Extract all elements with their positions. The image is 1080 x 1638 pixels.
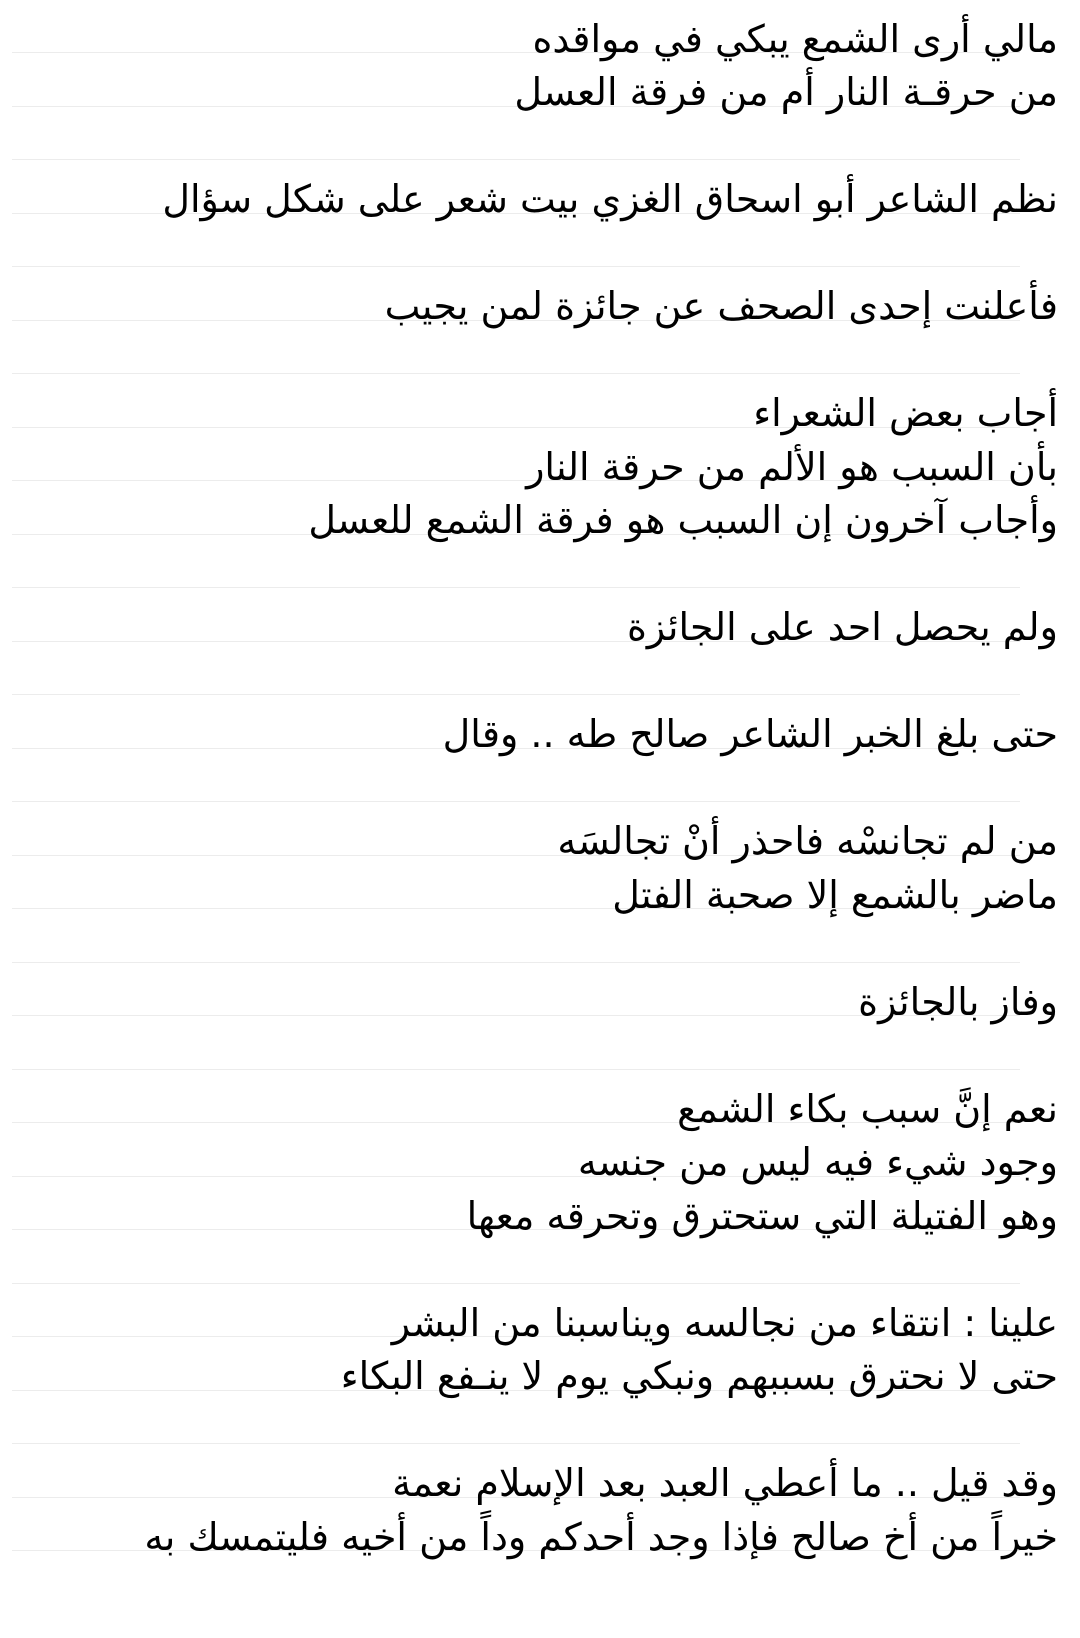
- text-line: ولم يحصل احد على الجائزة: [627, 605, 1058, 649]
- text-line: أجاب بعض الشعراء: [753, 391, 1058, 435]
- text-line: [12, 333, 1058, 387]
- text-line: وجود شيء فيه ليس من جنسه: [577, 1140, 1058, 1184]
- text-line: علينا : انتقاء من نجالسه ويناسبنا من البشر: [391, 1301, 1058, 1345]
- text-line: نعم إنَّ سبب بكاء الشمع: [677, 1087, 1058, 1131]
- text-line: نظم الشاعر أبو اسحاق الغزي بيت شعر على شكل سؤال: [162, 177, 1058, 221]
- text-line: فأعلنت إحدى الصحف عن جائزة لمن يجيب: [384, 284, 1058, 328]
- text-line: وهو الفتيلة التي ستحترق وتحرقه معها: [466, 1194, 1058, 1238]
- text-line: [12, 119, 1058, 173]
- text-line: [12, 1028, 1058, 1082]
- text-line: [12, 761, 1058, 815]
- text-line: بأن السبب هو الألم من حرقة النار: [526, 445, 1058, 489]
- text-line: حتى بلغ الخبر الشاعر صالح طه .. وقال: [442, 712, 1058, 756]
- text-line: [12, 654, 1058, 708]
- text-line: مالي أرى الشمع يبكي في مواقده: [532, 17, 1058, 61]
- text-line: خيراً من أخ صالح فإذا وجد أحدكم وداً من أخيه فليتمسك به: [144, 1515, 1058, 1559]
- text-line: [12, 921, 1058, 975]
- text-line: [12, 547, 1058, 601]
- text-line: [12, 1403, 1058, 1457]
- text-line: ماضر بالشمع إلا صحبة الفتل: [612, 873, 1058, 917]
- text-line: وقد قيل .. ما أعطي العبد بعد الإسلام نعمة: [392, 1461, 1058, 1505]
- text-line: وأجاب آخرون إن السبب هو فرقة الشمع للعسل: [308, 498, 1058, 542]
- text-line: [12, 226, 1058, 280]
- text-line: من لم تجانسْه فاحذر أنْ تجالسَه: [557, 819, 1058, 863]
- text-line: وفاز بالجائزة: [858, 980, 1058, 1024]
- text-line: [12, 1242, 1058, 1296]
- text-line: حتى لا نحترق بسببهم ونبكي يوم لا ينـفع البكاء: [340, 1354, 1058, 1398]
- text-line: من حرقـة النار أم من فرقة العسل: [514, 70, 1058, 114]
